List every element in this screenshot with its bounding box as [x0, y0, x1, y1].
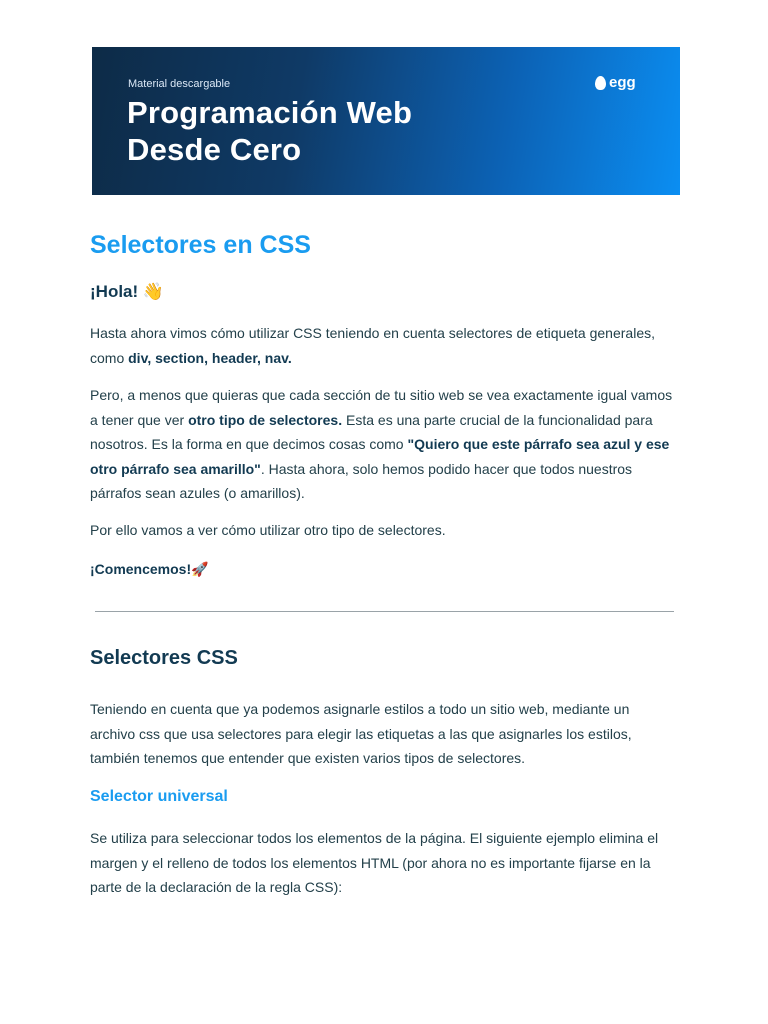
- section-title: Selectores en CSS: [90, 231, 311, 259]
- header-banner: [92, 47, 680, 195]
- selectors-text-c: Esta es una parte crucial de la funcionalidad para nosotros. Es la forma en que decimos cosas como: [90, 411, 653, 452]
- selectors-paragraph: [90, 383, 678, 506]
- egg-icon: [595, 76, 606, 90]
- intro-tags: div, section, header, nav.: [128, 349, 292, 366]
- selectors-text-b: otro tipo de selectores.: [188, 411, 343, 428]
- start-line: [90, 561, 209, 578]
- transition-paragraph: Por ello vamos a ver cómo utilizar otro tipo de selectores.: [90, 522, 446, 538]
- intro-paragraph: [90, 321, 678, 370]
- selectors-text-e: . Hasta ahora, solo hemos podido hacer que todos nuestros párrafos sean azules (o amarillos).: [90, 460, 633, 501]
- banner-title-line-1: Programación Web: [127, 95, 413, 130]
- logo-text: egg: [609, 74, 636, 91]
- rocket-icon: 🚀: [191, 561, 209, 577]
- banner-subtitle: Material descargable: [128, 78, 231, 90]
- intro-text: Hasta ahora vimos cómo utilizar CSS teniendo en cuenta selectores de etiqueta generales, como: [90, 325, 655, 366]
- section-2-title: Selectores CSS: [90, 647, 238, 669]
- banner-title: [127, 94, 412, 168]
- waving-hand-icon: 👋: [142, 282, 165, 301]
- egg-logo: [595, 74, 636, 91]
- css-selectors-paragraph: Teniendo en cuenta que ya podemos asignarle estilos a todo un sitio web, mediante un archivo css que usa selectores para elegir las etiquetas a las que asignarles los estilos, también tenemos que entender que existen varios tipos de selectores.: [90, 701, 632, 766]
- universal-selector-paragraph: Se utiliza para seleccionar todos los elementos de la página. El siguiente ejemplo elimina el margen y el relleno de todos los elementos HTML (por ahora no es importante fijarse en la parte de la declaración de la regla CSS):: [90, 830, 659, 895]
- selectors-text-a: Pero, a menos que quieras que cada sección de tu sitio web se vea exactamente igual vamos a tener que ver: [90, 387, 673, 428]
- selectors-text-d: "Quiero que este párrafo sea azul y ese otro párrafo sea amarillo": [90, 436, 670, 477]
- banner-title-line-2: Desde Cero: [127, 132, 302, 167]
- start-text: ¡Comencemos!: [90, 561, 192, 577]
- section-divider: [95, 611, 674, 612]
- greeting-heading: [90, 282, 164, 302]
- universal-selector-heading: Selector universal: [90, 788, 228, 805]
- greeting-text: ¡Hola!: [90, 282, 139, 301]
